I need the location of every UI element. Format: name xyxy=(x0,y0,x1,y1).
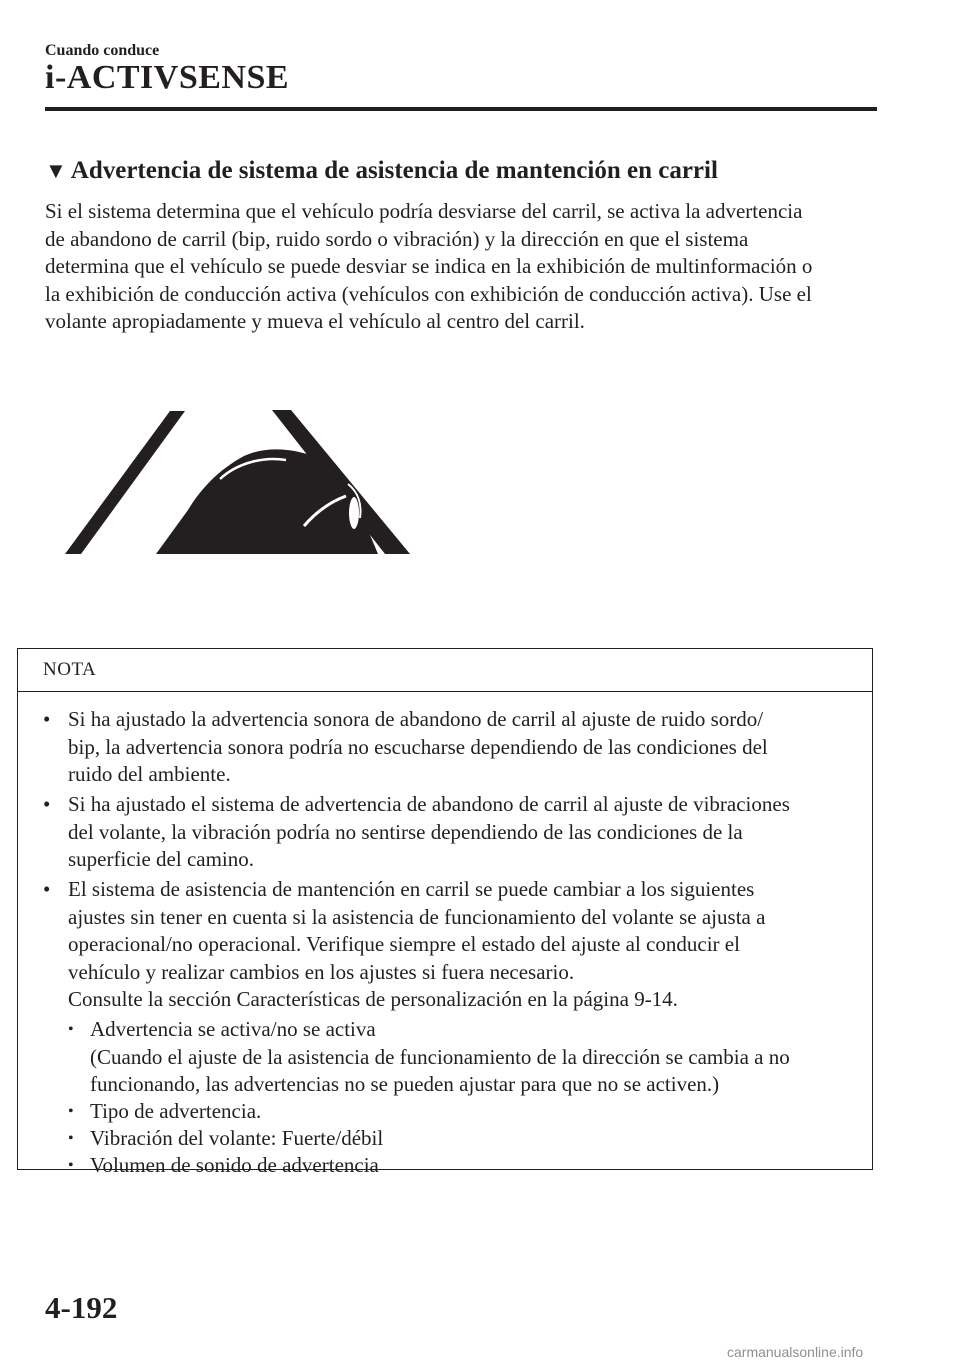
sub-bullet-icon: • xyxy=(68,1157,74,1174)
bullet-line: bip, la advertencia sonora podría no escucharse dependiendo de las condiciones del xyxy=(68,734,768,759)
bullet-line: ajustes sin tener en cuenta si la asistencia de funcionamiento del volante se ajusta a xyxy=(68,904,766,929)
bullet-line: El sistema de asistencia de mantención en carril se puede cambiar a los siguientes xyxy=(68,877,755,901)
section-label: Cuando conduce xyxy=(45,42,160,59)
bullet-icon: • xyxy=(43,877,51,901)
bullet-line: del volante, la vibración podría no sentirse dependiendo de las condiciones de la xyxy=(68,819,743,844)
bullet-icon: • xyxy=(43,792,51,816)
paragraph-line: volante apropiadamente y mueva el vehículo al centro del carril. xyxy=(45,309,585,333)
lane-departure-illustration xyxy=(60,406,420,571)
subheading xyxy=(45,154,718,188)
bullet-line: superficie del camino. xyxy=(68,847,255,871)
chapter-title: i-ACTIVSENSE xyxy=(45,59,290,96)
bullet-line: operacional/no operacional. Verifique siempre el estado del ajuste al conducir el xyxy=(68,932,740,956)
sub-item-line: Volumen de sonido de advertencia xyxy=(90,1153,379,1177)
lane-departure-car-icon xyxy=(60,406,420,566)
bullet-line: ruido del ambiente. xyxy=(68,762,231,786)
sub-bullet-icon: • xyxy=(68,1021,74,1038)
sub-item-line: Advertencia se activa/no se activa xyxy=(90,1017,376,1041)
sub-item-line: (Cuando el ajuste de la asistencia de funcionamiento de la dirección se cambia a no xyxy=(90,1044,790,1069)
bullet-line: Si ha ajustado el sistema de advertencia de abandono de carril al ajuste de vibraciones xyxy=(68,792,790,816)
sub-bullet-icon: • xyxy=(68,1103,74,1120)
note-heading: NOTA xyxy=(18,649,872,692)
header-rule xyxy=(45,107,877,111)
paragraph-line: determina que el vehículo se puede desviar se indica en la exhibición de multinformación o xyxy=(45,254,813,278)
page-number: 4-192 xyxy=(45,1290,118,1325)
sub-item-line: Tipo de advertencia. xyxy=(90,1099,262,1123)
bullet-line: Consulte la sección Características de personalización en la página 9-14. xyxy=(68,987,678,1011)
note-box xyxy=(17,648,873,1177)
bullet-icon: • xyxy=(43,707,51,731)
paragraph-line: Si el sistema determina que el vehículo podría desviarse del carril, se activa la advertencia xyxy=(45,199,803,223)
bullet-line: vehículo y realizar cambios en los ajustes si fuera necesario. xyxy=(68,959,575,984)
sub-bullet-icon: • xyxy=(68,1130,74,1147)
paragraph-line: de abandono de carril (bip, ruido sordo o vibración) y la dirección en que el sistema xyxy=(45,226,749,251)
subheading-text: Advertencia de sistema de asistencia de mantención en carril xyxy=(70,157,718,184)
paragraph-line: la exhibición de conducción activa (vehículos con exhibición de conducción activa). Use el xyxy=(45,281,812,306)
triangle-marker-icon: ▼ xyxy=(45,158,67,183)
body-paragraph xyxy=(45,198,877,336)
watermark: carmanualsonline.info xyxy=(727,1344,864,1360)
sub-item-line: Vibración del volante: Fuerte/débil xyxy=(90,1126,384,1150)
bullet-line: Si ha ajustado la advertencia sonora de abandono de carril al ajuste de ruido sordo/ xyxy=(68,707,764,731)
sub-item-line: funcionando, las advertencias no se pueden ajustar para que no se activen.) xyxy=(90,1072,720,1096)
